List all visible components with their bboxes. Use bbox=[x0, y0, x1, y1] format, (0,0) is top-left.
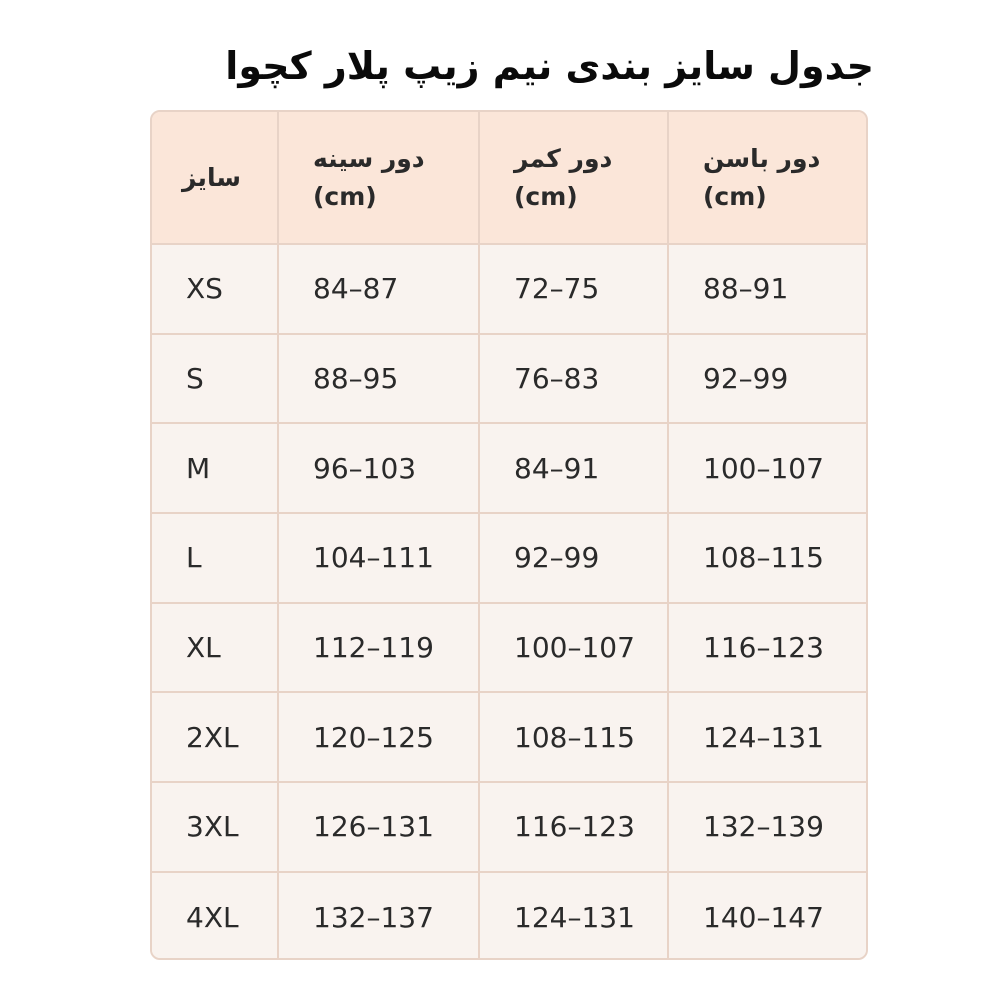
cell-size: 2XL bbox=[152, 692, 278, 782]
cell-size: 3XL bbox=[152, 782, 278, 872]
cell-waist: 116–123 bbox=[479, 782, 668, 872]
header-chest-unit: (cm) bbox=[313, 181, 377, 211]
table-row bbox=[152, 872, 866, 960]
cell-hip: 92–99 bbox=[668, 334, 866, 424]
cell-hip: 124–131 bbox=[668, 692, 866, 782]
cell-waist: 76–83 bbox=[479, 334, 668, 424]
cell-chest: 120–125 bbox=[278, 692, 479, 782]
header-waist bbox=[479, 112, 668, 244]
table-row bbox=[152, 244, 866, 334]
table-row bbox=[152, 782, 866, 872]
cell-size: L bbox=[152, 513, 278, 603]
cell-hip: 100–107 bbox=[668, 423, 866, 513]
cell-hip: 88–91 bbox=[668, 244, 866, 334]
cell-waist: 108–115 bbox=[479, 692, 668, 782]
cell-chest: 96–103 bbox=[278, 423, 479, 513]
header-hip-label: دور باسن bbox=[703, 143, 821, 173]
table-row bbox=[152, 692, 866, 782]
cell-chest: 88–95 bbox=[278, 334, 479, 424]
table-row bbox=[152, 513, 866, 603]
table-row bbox=[152, 334, 866, 424]
cell-chest: 84–87 bbox=[278, 244, 479, 334]
cell-waist: 100–107 bbox=[479, 603, 668, 693]
cell-chest: 104–111 bbox=[278, 513, 479, 603]
cell-size: XL bbox=[152, 603, 278, 693]
header-chest-label: دور سینه bbox=[313, 143, 425, 173]
cell-size: 4XL bbox=[152, 872, 278, 960]
cell-size: M bbox=[152, 423, 278, 513]
cell-size: S bbox=[152, 334, 278, 424]
cell-chest: 132–137 bbox=[278, 872, 479, 960]
header-hip bbox=[668, 112, 866, 244]
page-title: جدول سایز بندی نیم زیپ پلار کچوا bbox=[225, 44, 874, 88]
cell-waist: 84–91 bbox=[479, 423, 668, 513]
cell-chest: 126–131 bbox=[278, 782, 479, 872]
table-row bbox=[152, 423, 866, 513]
cell-waist: 92–99 bbox=[479, 513, 668, 603]
cell-hip: 140–147 bbox=[668, 872, 866, 960]
header-hip-unit: (cm) bbox=[703, 181, 767, 211]
table-row bbox=[152, 603, 866, 693]
header-chest bbox=[278, 112, 479, 244]
cell-hip: 132–139 bbox=[668, 782, 866, 872]
cell-waist: 124–131 bbox=[479, 872, 668, 960]
header-waist-unit: (cm) bbox=[514, 181, 578, 211]
size-table bbox=[152, 112, 866, 960]
size-chart-table bbox=[150, 110, 868, 960]
header-size-label: سایز bbox=[182, 162, 241, 192]
table-header-row bbox=[152, 112, 866, 244]
cell-hip: 116–123 bbox=[668, 603, 866, 693]
cell-hip: 108–115 bbox=[668, 513, 866, 603]
header-size bbox=[152, 112, 278, 244]
cell-chest: 112–119 bbox=[278, 603, 479, 693]
cell-size: XS bbox=[152, 244, 278, 334]
cell-waist: 72–75 bbox=[479, 244, 668, 334]
header-waist-label: دور کمر bbox=[514, 143, 613, 173]
